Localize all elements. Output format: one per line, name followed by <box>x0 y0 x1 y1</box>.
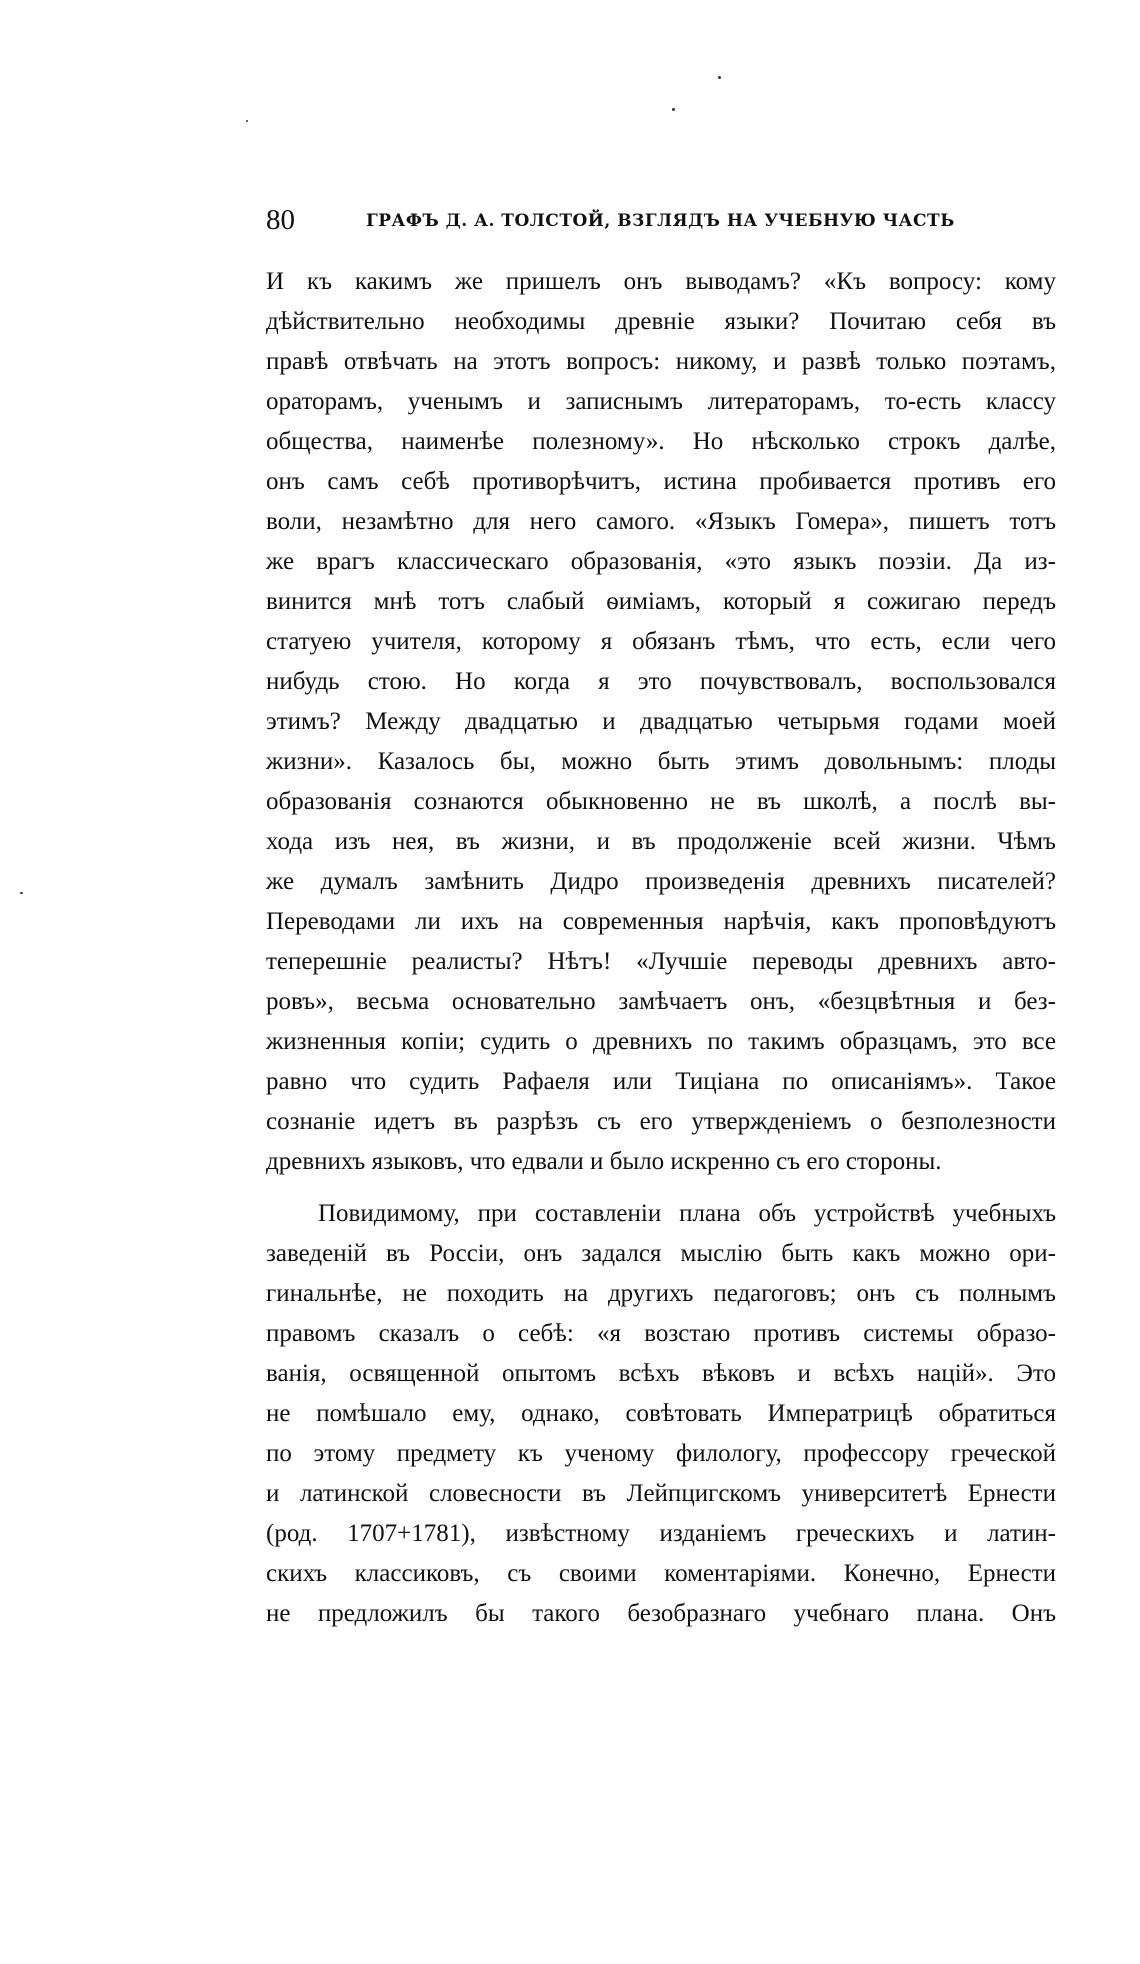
text-line: теперешніе реалисты? Нѣтъ! «Лучшіе переводы древнихъ авто- <box>266 948 1056 975</box>
text-line: ораторамъ, ученымъ и записнымъ литераторамъ, то-есть классу <box>266 388 1056 415</box>
text-line: и латинской словесности въ Лейпцигскомъ университетѣ Ернести <box>266 1480 1056 1507</box>
text-line: образованія сознаются обыкновенно не въ школѣ, а послѣ вы- <box>266 788 1056 815</box>
text-line: И къ какимъ же пришелъ онъ выводамъ? «Къ вопросу: кому <box>266 268 1056 295</box>
scan-speck <box>672 108 675 111</box>
text-line: правомъ сказалъ о себѣ: «я возстаю противъ системы образо- <box>266 1320 1056 1347</box>
text-line: древнихъ языковъ, что едвали и было искренно съ его стороны. <box>266 1148 942 1175</box>
text-line: ванія, освященной опытомъ всѣхъ вѣковъ и всѣхъ націй». Это <box>266 1360 1056 1387</box>
text-line: хода изъ нея, въ жизни, и въ продолженіе всей жизни. Чѣмъ <box>266 828 1056 855</box>
text-line: гинальнѣе, не походить на другихъ педагоговъ; онъ съ полнымъ <box>266 1280 1056 1307</box>
text-line: заведеній въ Россіи, онъ задался мыслію быть какъ можно ори- <box>266 1240 1056 1267</box>
text-line: нибудь стою. Но когда я это почувствовалъ, воспользовался <box>266 668 1056 695</box>
text-line: статуею учителя, которому я обязанъ тѣмъ, что есть, если чего <box>266 628 1056 655</box>
text-line: онъ самъ себѣ противорѣчитъ, истина пробивается противъ его <box>266 468 1056 495</box>
text-line: правѣ отвѣчать на этотъ вопросъ: никому, и развѣ только поэтамъ, <box>266 348 1056 375</box>
scan-speck <box>20 892 23 894</box>
paragraph-1 <box>266 262 1056 1182</box>
text-line: сознаніе идетъ въ разрѣзъ съ его утвержденіемъ о безполезности <box>266 1108 1056 1135</box>
text-line: не предложилъ бы такого безобразнаго учебнаго плана. Онъ <box>266 1600 1056 1627</box>
page-header <box>266 200 1056 240</box>
text-line: Переводами ли ихъ на современныя нарѣчія, какъ проповѣдуютъ <box>266 908 1056 935</box>
text-line: жизни». Казалось бы, можно быть этимъ довольнымъ: плоды <box>266 748 1056 775</box>
text-line: жизненныя копіи; судить о древнихъ по такимъ образцамъ, это все <box>266 1028 1056 1055</box>
scan-speck <box>718 76 721 79</box>
text-line: этимъ? Между двадцатью и двадцатью четырьмя годами моей <box>266 708 1056 735</box>
running-head: ГРАФЪ Д. А. ТОЛСТОЙ, ВЗГЛЯДЪ НА УЧЕБНУЮ ЧАСТЬ <box>366 211 955 231</box>
text-line: ровъ», весьма основательно замѣчаетъ онъ, «безцвѣтныя и без- <box>266 988 1056 1015</box>
text-line: скихъ классиковъ, съ своими коментаріями. Конечно, Ернести <box>266 1560 1056 1587</box>
text-line: винится мнѣ тотъ слабый ѳиміамъ, который я сожигаю передъ <box>266 588 1056 615</box>
paragraph-2 <box>266 1194 1056 1634</box>
text-line: (род. 1707+1781), извѣстному изданіемъ греческихъ и латин- <box>266 1520 1056 1547</box>
scan-speck <box>246 120 248 122</box>
text-line: Повидимому, при составленіи плана объ устройствѣ учебныхъ <box>318 1200 1056 1227</box>
text-line: по этому предмету къ ученому филологу, профессору греческой <box>266 1440 1056 1467</box>
page-number: 80 <box>266 204 295 236</box>
text-line: равно что судить Рафаеля или Тиціана по описаніямъ». Такое <box>266 1068 1056 1095</box>
text-line: же думалъ замѣнить Дидро произведенія древнихъ писателей? <box>266 868 1056 895</box>
text-line: воли, незамѣтно для него самого. «Языкъ Гомера», пишетъ тотъ <box>266 508 1056 535</box>
text-line: же врагъ классическаго образованія, «это языкъ поэзіи. Да из- <box>266 548 1056 575</box>
text-line: не помѣшало ему, однако, совѣтовать Императрицѣ обратиться <box>266 1400 1056 1427</box>
body-text <box>266 262 1056 1634</box>
text-line: общества, наименѣе полезному». Но нѣсколько строкъ далѣе, <box>266 428 1056 455</box>
text-line: дѣйствительно необходимы древніе языки? Почитаю себя въ <box>266 308 1056 335</box>
